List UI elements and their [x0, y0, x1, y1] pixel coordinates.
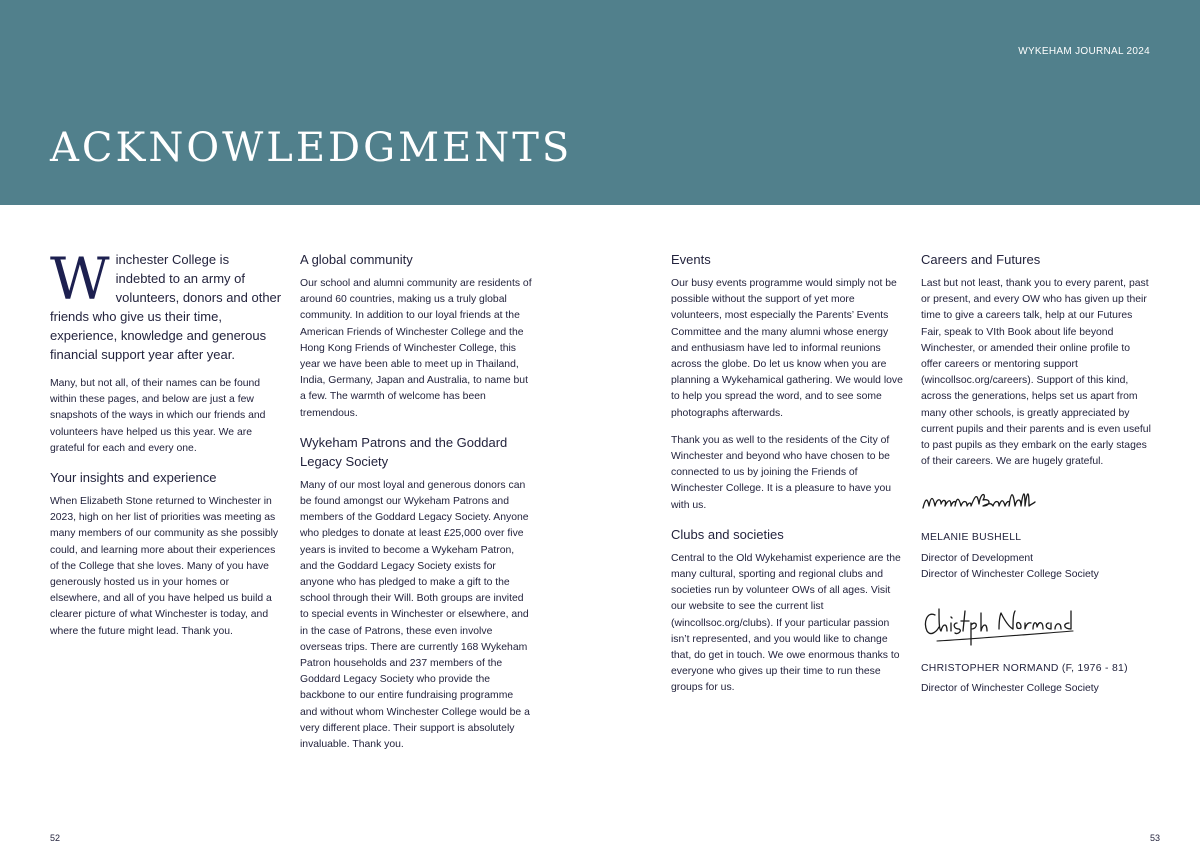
- insights-paragraph: When Elizabeth Stone returned to Winchester in 2023, high on her list of priorities was meeting as many members of our community as she possibly could, and learning more about their experiences of the College that she loves. Many of you have generously hosted us in your homes or elsewhere, and all of you have helped us build a clearer picture of what Winchester is today, and where the future might lead. Thank you.: [50, 496, 279, 637]
- clubs-paragraph: Central to the Old Wykehamist experience are the many cultural, sporting and regional clubs and societies run by volunteer OWs of all ages. Visit our website to see the current list (wincollsoc.org/clubs). If your particular passion isn’t represented, and you would like to change that, do get in touch. We owe enormous thanks to everyone who gives up their time to run these groups for us.: [671, 552, 901, 694]
- page-number-left: 52: [50, 833, 61, 843]
- header-banner: [0, 0, 1200, 205]
- intro-paragraph: [50, 245, 282, 364]
- signatory-role-1b: Director of Winchester College Society: [921, 568, 1099, 580]
- intro-text: inchester College is indebted to an army of volunteers, donors and other friends who give us their time, experience, knowledge and generous financial support year after year.: [50, 252, 282, 362]
- signatory-name-1: MELANIE BUSHELL: [921, 532, 1022, 544]
- signatory-role-2: Director of Winchester College Society: [921, 683, 1099, 695]
- section-heading-global-community: A global community: [300, 252, 413, 267]
- signatory-name-2: CHRISTOPHER NORMAND (F, 1976 - 81): [921, 663, 1128, 675]
- signature-christopher-normand: [921, 601, 1081, 647]
- column-4: [921, 250, 1153, 697]
- section-heading-events: Events: [671, 252, 711, 267]
- column-1: [50, 245, 282, 651]
- page-title: ACKNOWLEDGMENTS: [50, 125, 573, 171]
- signature-melanie-bushell: [921, 482, 1081, 516]
- overview-paragraph: Many, but not all, of their names can be found within these pages, and below are just a few snapshots of the ways in which our friends and volunteers have helped us this year. We are grateful for each and every one.: [50, 378, 266, 454]
- events-paragraph-1: Our busy events programme would simply not be possible without the support of yet more volunteers, most especially the Parents’ Events Committee and the many alumni whose energy and enthusiasm have led to informal reunions across the globe. Do let us know when you are planning a Wykehamical gathering. We would love to help you spread the word, and to see some photographs afterwards.: [671, 278, 903, 419]
- drop-cap: W: [50, 245, 110, 313]
- page-number-right: 53: [1149, 833, 1160, 843]
- section-heading-careers: Careers and Futures: [921, 252, 1041, 267]
- column-3: [671, 250, 903, 708]
- column-2: [300, 250, 532, 764]
- section-heading-clubs: Clubs and societies: [671, 526, 784, 542]
- events-paragraph-2: Thank you as well to the residents of the City of Winchester and beyond who have chosen to be connected to us by joining the Friends of Winchester College. It is a pleasure to have you with us.: [671, 434, 892, 511]
- global-community-paragraph: Our school and alumni community are residents of around 60 countries, making us a truly global community. In addition to our loyal friends at the American Friends of Winchester College and the Hong Kong Friends of Winchester College, this year we have been able to meet up in Thailand, India, Germany, Japan and Australia, to name but a few. The warmth of welcome has been tremendous.: [300, 278, 532, 419]
- patrons-paragraph: Many of our most loyal and generous donors can be found amongst our Wykeham Patrons and members of the Goddard Legacy Society. Anyone who pledges to donate at least £25,000 over five years is invited to become a Wykeham Patron, and the Goddard Legacy Society exists for anyone who has pledged to make a gift to the school through their Will. Both groups are invited to special events in Winchester or elsewhere, and in the case of Patrons, these even involve overseas trips. There are currently 168 Wykeham Patron households and 237 members of the Goddard Legacy Society who provide the backbone to our entire fundraising programme and without whom Winchester College would be a very different place. Their support is absolutely invaluable. Thank you.: [300, 479, 530, 751]
- section-heading-insights: Your insights and experience: [50, 470, 217, 486]
- section-heading-patrons: Wykeham Patrons and the Goddard Legacy Society: [300, 434, 508, 469]
- journal-label: WYKEHAM JOURNAL 2024: [1018, 46, 1150, 57]
- signatory-role-1a: Director of Development: [921, 552, 1034, 564]
- careers-paragraph: Last but not least, thank you to every parent, past or present, and every OW who has given up their time to give a careers talk, help at our Futures Fair, speak to VIth Book about life beyond Winchester, or amended their online profile to offer careers or mentoring support (wincollsoc.org/careers). Support of this kind, across the generations, helps set us apart from many other schools, is greatly appreciated by current pupils and their parents and is even useful to past pupils as they embark on the early stages of their careers. We are hugely grateful.: [921, 278, 1151, 468]
